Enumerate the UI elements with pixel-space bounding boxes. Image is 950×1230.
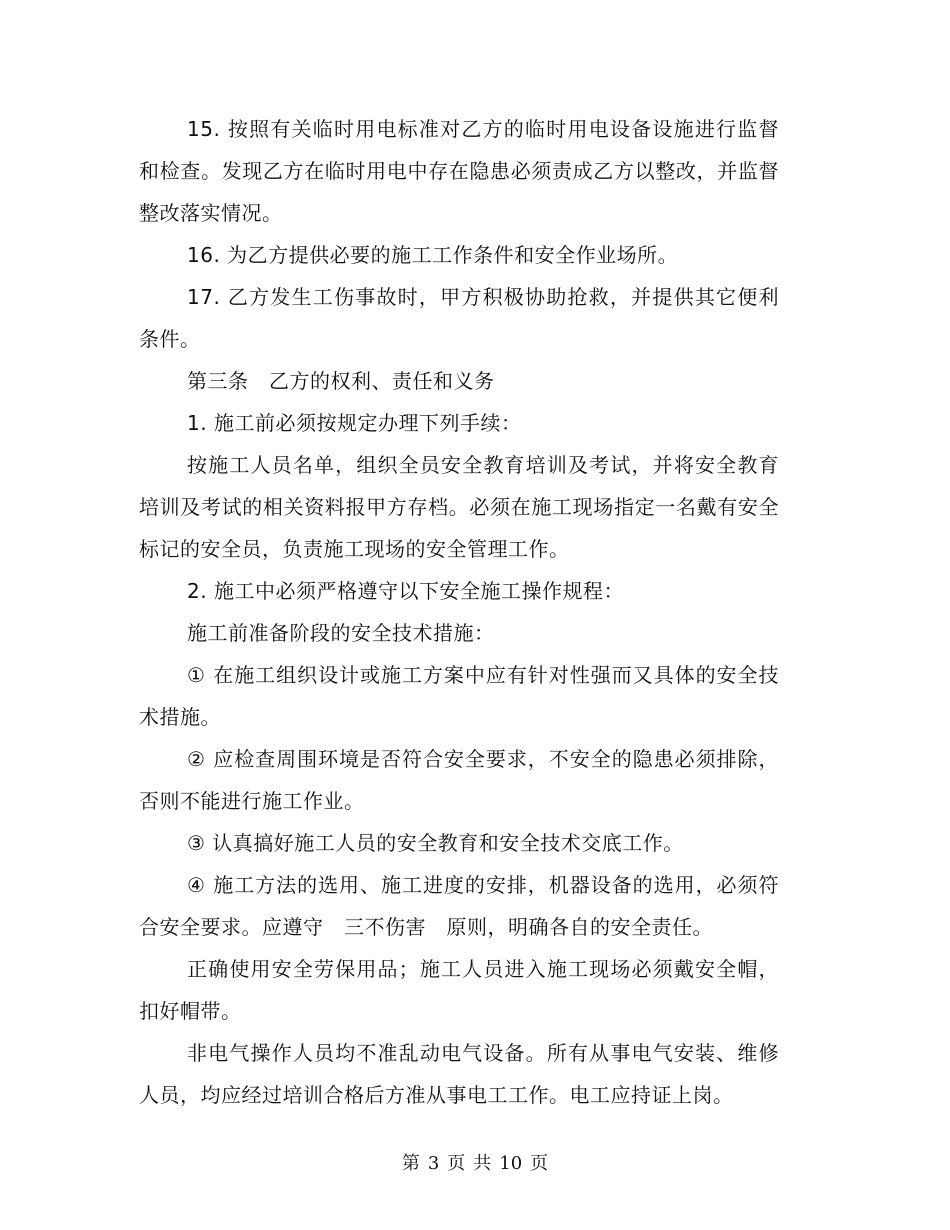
- section-heading-article-3: 第三条 乙方的权利、责任和义务: [187, 369, 495, 393]
- paragraph-prep-measures: 施工前准备阶段的安全技术措施：: [187, 621, 495, 645]
- paragraph-protective-gear: 正确使用安全劳保用品；施工人员进入施工现场必须戴安全帽，扣好帽带。: [139, 957, 779, 1023]
- paragraph-training: 按施工人员名单，组织全员安全教育培训及考试，并将安全教育培训及考试的相关资料报甲方存档。必须在施工现场指定一名戴有安全标记的安全员，负责施工现场的安全管理工作。: [139, 453, 779, 561]
- paragraph-circled-2: ② 应检查周围环境是否符合安全要求，不安全的隐患必须排除，否则不能进行施工作业。: [139, 747, 779, 813]
- paragraph-electrical: 非电气操作人员均不准乱动电气设备。所有从事电气安装、维修人员，均应经过培训合格后方准从事电工工作。电工应持证上岗。: [139, 1041, 779, 1107]
- paragraph-circled-4: ④ 施工方法的选用、施工进度的安排，机器设备的选用，必须符合安全要求。应遵守 三不伤害 原则，明确各自的安全责任。: [139, 873, 779, 939]
- footer-label-total: 共: [473, 1153, 492, 1174]
- footer-label-page-unit: 页: [447, 1153, 466, 1174]
- document-body: [139, 108, 779, 1116]
- paragraph-item-2: 2. 施工中必须严格遵守以下安全施工操作规程：: [187, 579, 624, 603]
- paragraph-item-17: 17. 乙方发生工伤事故时，甲方积极协助抢救，并提供其它便利条件。: [139, 285, 779, 351]
- footer-label-total-unit: 页: [530, 1153, 549, 1174]
- paragraph-item-1: 1. 施工前必须按规定办理下列手续：: [187, 411, 522, 435]
- paragraph-circled-1: ① 在施工组织设计或施工方案中应有针对性强而又具体的安全技术措施。: [139, 663, 779, 729]
- current-page-number: 3: [427, 1153, 440, 1174]
- paragraph-item-15: 15. 按照有关临时用电标准对乙方的临时用电设备设施进行监督和检查。发现乙方在临时用电中存在隐患必须责成乙方以整改，并监督整改落实情况。: [139, 117, 779, 225]
- footer-label-page: 第: [401, 1153, 420, 1174]
- paragraph-circled-3: ③ 认真搞好施工人员的安全教育和安全技术交底工作。: [187, 831, 684, 855]
- page-footer: [0, 1150, 950, 1178]
- paragraph-item-16: 16. 为乙方提供必要的施工工作条件和安全作业场所。: [187, 243, 679, 267]
- total-pages-number: 10: [499, 1153, 523, 1174]
